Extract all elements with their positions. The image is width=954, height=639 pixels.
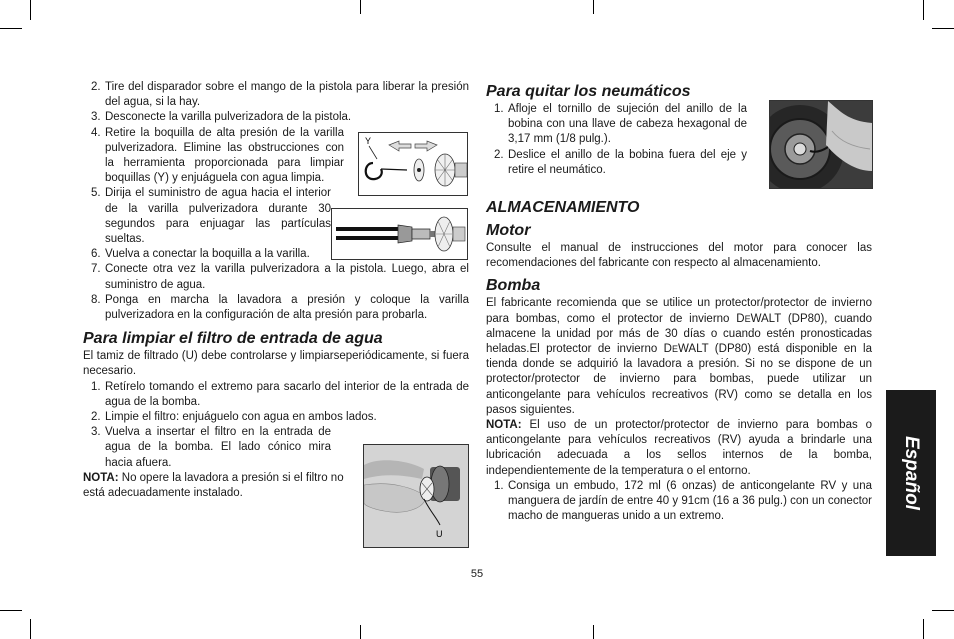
- crop-mark: [593, 0, 594, 14]
- pump-steps: [486, 479, 872, 525]
- list-item: 8. Ponga en marcha la lavadora a presión y coloque la varilla pulverizadora en la configuración de alta presión para probarla.: [91, 293, 469, 322]
- list-item: 2. Tire del disparador sobre el mango de la pistola para liberar la presión del agua, si la hay.: [91, 81, 469, 109]
- figure-wheel-removal: [769, 100, 873, 189]
- list-item: 6. Vuelva a conectar la boquilla a la varilla.: [91, 248, 310, 261]
- crop-mark: [593, 625, 594, 639]
- crop-mark: [30, 0, 31, 20]
- list-item: 4. Retire la boquilla de alta presión de la varilla pulverizadora. Elimine las obstrucciones con la herramienta proporcionada para limpiar boquillas (Y) y enjuáguela con agua limpia.: [91, 126, 344, 185]
- section-heading-filter: Para limpiar el filtro de entrada de agua: [83, 330, 383, 348]
- list-item: 1. Consiga un embudo, 172 ml (6 onzas) de anticongelante RV y una manguera de jardín de entre 40 y 91cm (16 a 36 pulg.) con un conector macho de mangueras unido a un extremo.: [494, 479, 872, 523]
- list-item: 1. Retírelo tomando el extremo para sacarlo del interior de la entrada de agua de la bomba.: [91, 380, 469, 408]
- crop-mark: [30, 619, 31, 639]
- crop-mark: [932, 610, 954, 611]
- figure-nozzle-cleaning: [358, 132, 468, 196]
- crop-mark: [932, 28, 954, 29]
- crop-mark: [360, 625, 361, 639]
- cleaning-steps: [83, 80, 469, 323]
- crop-mark: [0, 610, 22, 611]
- figure-label-y: Y: [365, 136, 372, 146]
- crop-mark: [923, 0, 924, 20]
- filter-intro: El tamiz de filtrado (U) debe controlarse y limpiarseperiódicamente, si fuera necesario.: [83, 350, 469, 378]
- crop-mark: [0, 28, 22, 29]
- list-item: 5. Dirija el suministro de agua hacia el interior de la varilla pulverizadora durante 30 segundos para enjuagar las partículas sueltas.: [91, 187, 331, 246]
- brand-name: DEWALT: [663, 343, 709, 356]
- page-number: 55: [470, 568, 484, 580]
- list-item: 2. Deslice el anillo de la bobina fuera del eje y retire el neumático.: [494, 148, 747, 176]
- list-item: 3. Vuelva a insertar el filtro en la entrada de agua de la bomba. El lado cónico mira hacia afuera.: [91, 426, 331, 469]
- crop-mark: [360, 0, 361, 14]
- section-heading-motor: Motor: [486, 222, 531, 240]
- section-heading-pump: Bomba: [486, 277, 541, 295]
- language-tab: Español: [886, 390, 936, 556]
- figure-wand-flush: [331, 208, 468, 260]
- figure-inlet-filter: [363, 444, 469, 548]
- section-heading-tires: Para quitar los neumáticos: [486, 83, 691, 100]
- list-item: 1. Afloje el tornillo de sujeción del anillo de la bobina con una llave de cabeza hexagonal de 3,17 mm (1/8 pulg.).: [494, 103, 747, 146]
- filter-note: NOTA: No opere la lavadora a presión si el filtro no está adecuadamente instalado.: [83, 471, 344, 500]
- list-item: 3. Desconecte la varilla pulverizadora de la pistola.: [91, 111, 352, 124]
- section-heading-storage: ALMACENAMIENTO: [486, 199, 640, 217]
- motor-text: Consulte el manual de instrucciones del motor para conocer las recomendaciones del fabricante con respecto al almacenamiento.: [486, 242, 872, 270]
- list-item: 2. Limpie el filtro: enjuáguelo con agua en ambos lados.: [91, 411, 377, 424]
- crop-mark: [923, 619, 924, 639]
- pump-note: NOTA: El uso de un protector/protector de invierno para bombas o anticongelante para vehículos recreativos (RV) ayuda a brindarle una lubricación adecuada a los sellos internos de la bomba, independientemente de la temperatura o el entorno.: [486, 419, 872, 477]
- figure-label-u: U: [436, 529, 443, 539]
- list-item: 7. Conecte otra vez la varilla pulverizadora a la pistola. Luego, abra el suministro de agua.: [91, 263, 469, 291]
- brand-name: DEWALT: [736, 312, 782, 325]
- pump-text: El fabricante recomienda que se utilice un protector/protector de invierno para bombas, como el protector de invierno DEWALT (DP80), cuando almacene la unidad por más de 30 días o cuando estén pronosticadas heladas.El protector de invierno DEWALT (DP80) está disponible en la tienda donde se adquirió la lavadora a presión. Si no se dispone de un protector/protector de invierno para bombas, puede utilizar un anticongelante para vehículos recreativos (RV) como se detalla en los pasos siguientes.: [486, 297, 872, 416]
